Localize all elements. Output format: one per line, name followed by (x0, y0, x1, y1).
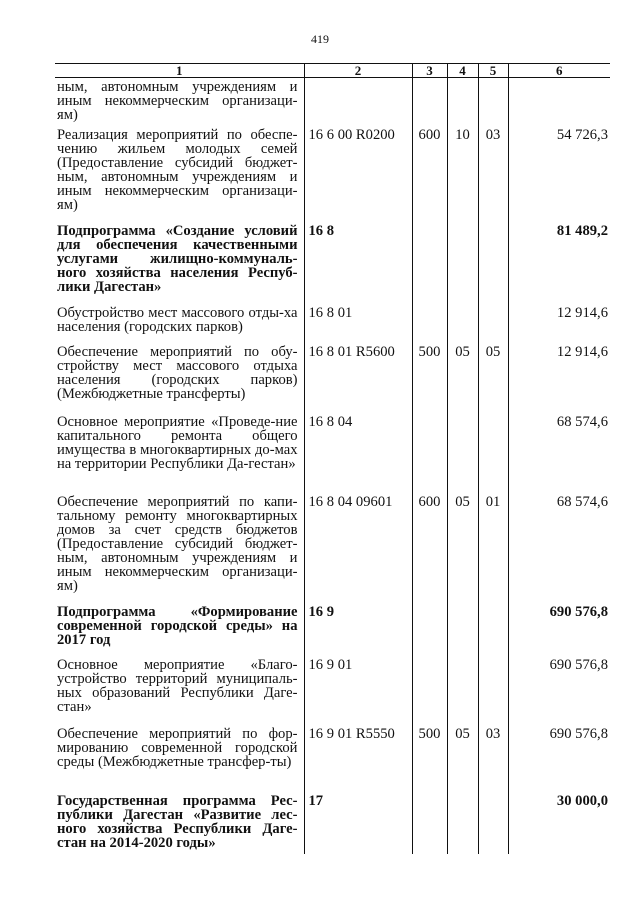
row-col-5: 01 (478, 493, 508, 603)
row-amount: 30 000,0 (508, 792, 610, 854)
row-code: 16 9 01 (304, 656, 412, 725)
row-name: Государственная программа Рес-публики Дагестан «Развитие лес-ного хозяйства Республики Даге-стан на 2014-2020 годы» (57, 793, 298, 851)
row-amount: 12 914,6 (508, 304, 610, 343)
row-code: 16 8 01 (304, 304, 412, 343)
row-amount: 690 576,8 (508, 656, 610, 725)
header-col-1: 1 (55, 64, 304, 78)
header-col-4: 4 (447, 64, 478, 78)
row-name: Обустройство мест массового отды-ха населения (городских парков) (57, 305, 298, 335)
table-row (55, 792, 610, 854)
budget-table (55, 63, 610, 854)
row-col-4 (447, 656, 478, 725)
table-row (55, 656, 610, 725)
row-col-5: 03 (478, 126, 508, 222)
table-row (55, 222, 610, 304)
table-row (55, 725, 610, 792)
row-code (304, 78, 412, 127)
header-row (55, 64, 610, 78)
row-code: 16 6 00 R0200 (304, 126, 412, 222)
row-name: Основное мероприятие «Благо-устройство территорий муниципаль-ных образований Республики Даге-стан» (57, 657, 298, 715)
row-name: ным, автономным учреждениям и иным некоммерческим организаци-ям) (57, 79, 298, 123)
row-col-4: 05 (447, 725, 478, 792)
table-row (55, 78, 610, 127)
row-col-3: 600 (412, 126, 447, 222)
row-col-4 (447, 78, 478, 127)
row-col-3 (412, 222, 447, 304)
row-col-3: 600 (412, 493, 447, 603)
row-name: Реализация мероприятий по обеспе-чению жильем молодых семей (Предоставление субсидий бюджет-ным, автономным учреждениям и иным некоммерческим организаци-ям) (57, 127, 298, 213)
header-col-5: 5 (478, 64, 508, 78)
table-body (55, 78, 610, 855)
row-col-5: 03 (478, 725, 508, 792)
row-col-5 (478, 222, 508, 304)
row-col-5 (478, 603, 508, 656)
row-col-3: 500 (412, 343, 447, 413)
row-code: 16 8 (304, 222, 412, 304)
row-name: Обеспечение мероприятий по фор-мированию современной городской среды (Межбюджетные трансфер-ты) (57, 726, 298, 770)
table-row (55, 603, 610, 656)
row-code: 17 (304, 792, 412, 854)
row-col-5 (478, 304, 508, 343)
table-row (55, 343, 610, 413)
row-code: 16 8 01 R5600 (304, 343, 412, 413)
row-col-4 (447, 413, 478, 493)
table-row (55, 126, 610, 222)
row-col-4 (447, 792, 478, 854)
row-col-3 (412, 792, 447, 854)
row-amount: 54 726,3 (508, 126, 610, 222)
row-amount: 68 574,6 (508, 413, 610, 493)
header-col-6: 6 (508, 64, 610, 78)
row-col-5 (478, 78, 508, 127)
row-code: 16 9 01 R5550 (304, 725, 412, 792)
row-name: Обеспечение мероприятий по капи-тальному ремонту многоквартирных домов за счет средств бюджетов (Предоставление субсидий бюджет-ным, автономным учреждениям и иным некоммерческим организаци-ям) (57, 494, 298, 594)
row-col-5: 05 (478, 343, 508, 413)
row-amount: 690 576,8 (508, 603, 610, 656)
row-name: Основное мероприятие «Проведе-ние капитального ремонта общего имущества в многоквартирных до-мах на территории Республики Да-гестан» (57, 414, 298, 472)
row-amount: 690 576,8 (508, 725, 610, 792)
row-col-4: 05 (447, 343, 478, 413)
row-col-4 (447, 603, 478, 656)
row-amount: 81 489,2 (508, 222, 610, 304)
row-col-3 (412, 78, 447, 127)
row-col-3 (412, 656, 447, 725)
row-name: Подпрограмма «Создание условий для обеспечения качественными услугами жилищно-коммуналь-ного хозяйства населения Респуб-лики Дагестан» (57, 223, 298, 295)
row-col-4: 05 (447, 493, 478, 603)
row-amount: 12 914,6 (508, 343, 610, 413)
row-amount (508, 78, 610, 127)
row-name: Подпрограмма «Формирование современной городской среды» на 2017 год (57, 604, 298, 648)
row-col-3 (412, 304, 447, 343)
header-col-2: 2 (304, 64, 412, 78)
header-col-3: 3 (412, 64, 447, 78)
row-col-3: 500 (412, 725, 447, 792)
row-code: 16 8 04 (304, 413, 412, 493)
row-code: 16 8 04 09601 (304, 493, 412, 603)
row-col-4 (447, 222, 478, 304)
row-col-4: 10 (447, 126, 478, 222)
page-number: 419 (311, 32, 329, 46)
table-row (55, 304, 610, 343)
row-col-3 (412, 603, 447, 656)
row-col-5 (478, 656, 508, 725)
row-col-5 (478, 413, 508, 493)
row-col-3 (412, 413, 447, 493)
row-code: 16 9 (304, 603, 412, 656)
row-col-5 (478, 792, 508, 854)
table-row (55, 413, 610, 493)
row-amount: 68 574,6 (508, 493, 610, 603)
table-row (55, 493, 610, 603)
row-name: Обеспечение мероприятий по обу-стройству мест массового отдыха населения (городских парков) (Межбюджетные трансферты) (57, 344, 298, 402)
row-col-4 (447, 304, 478, 343)
